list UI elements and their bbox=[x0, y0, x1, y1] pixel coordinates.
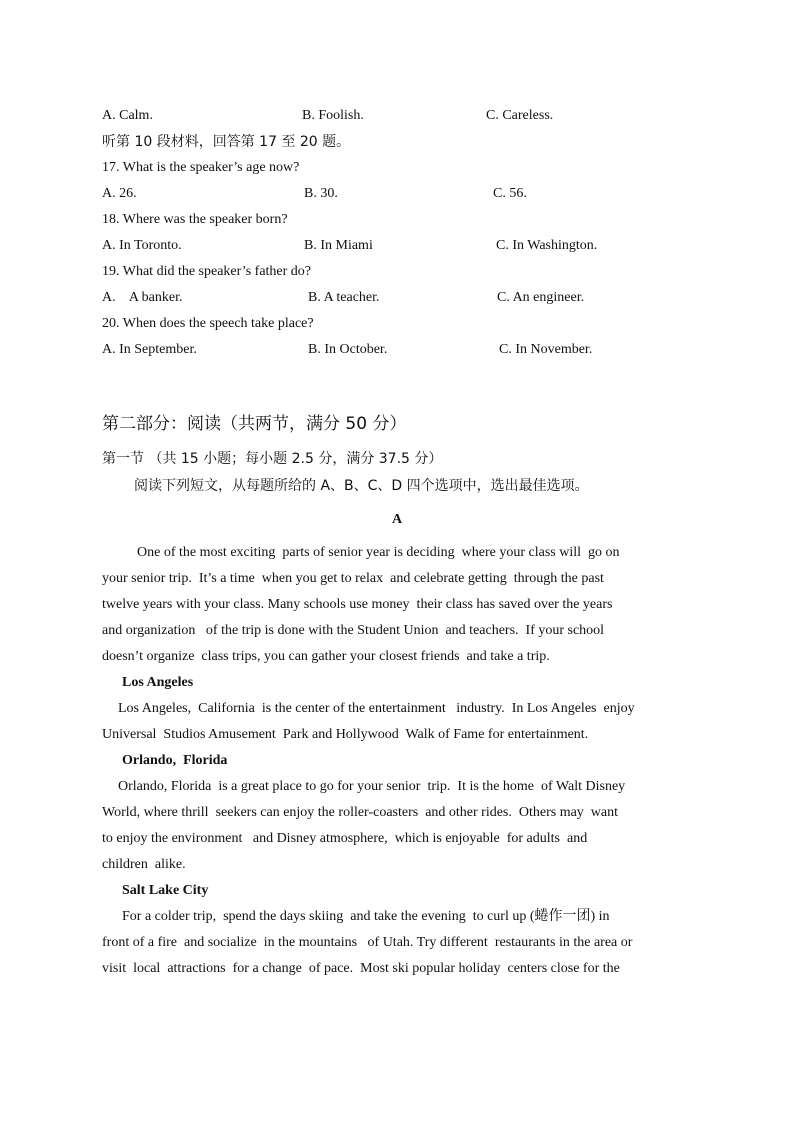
question-19-stem: 19. What did the speaker’s father do? bbox=[102, 264, 312, 279]
passage-line: World, where thrill seekers can enjoy the roller-coasters and other rides. Others may want bbox=[102, 805, 619, 820]
section1-heading: 第一节 （共 15 小题；每小题 2.5 分，满分 37.5 分） bbox=[102, 451, 443, 467]
q18-option-b: B. In Miami bbox=[304, 238, 373, 253]
passage-line: Universal Studios Amusement Park and Hollywood Walk of Fame for entertainment. bbox=[102, 727, 589, 742]
instruction: 阅读下列短文，从每题所给的 A、B、C、D 四个选项中，选出最佳选项。 bbox=[134, 478, 589, 494]
q16-option-a: A. Calm. bbox=[102, 108, 153, 123]
passage-line: and organization of the trip is done with the Student Union and teachers. If your school bbox=[102, 623, 605, 638]
q17-option-b: B. 30. bbox=[304, 186, 338, 201]
part2-title: 第二部分：阅读（共两节，满分 50 分） bbox=[102, 414, 407, 434]
q19-option-a: A. A banker. bbox=[102, 290, 183, 305]
q19-option-b: B. A teacher. bbox=[308, 290, 380, 305]
passage-line: children alike. bbox=[102, 857, 186, 872]
passage-line: front of a fire and socialize in the mountains of Utah. Try different restaurants in the area or bbox=[102, 935, 633, 950]
material-intro: 听第 10 段材料，回答第 17 至 20 题。 bbox=[102, 134, 351, 150]
passage-line: Los Angeles, California is the center of the entertainment industry. In Los Angeles enjoy bbox=[118, 701, 635, 716]
q18-option-c: C. In Washington. bbox=[496, 238, 598, 253]
q20-option-c: C. In November. bbox=[499, 342, 593, 357]
passage-line: doesn’t organize class trips, you can gather your closest friends and take a trip. bbox=[102, 649, 550, 664]
q16-option-b: B. Foolish. bbox=[302, 108, 364, 123]
passage-line: to enjoy the environment and Disney atmosphere, which is enjoyable for adults and bbox=[102, 831, 588, 846]
q18-option-a: A. In Toronto. bbox=[102, 238, 182, 253]
passage-line: visit local attractions for a change of pace. Most ski popular holiday centers close for the bbox=[102, 961, 620, 976]
heading-orlando: Orlando, Florida bbox=[122, 753, 228, 768]
q19-option-c: C. An engineer. bbox=[497, 290, 585, 305]
question-17-stem: 17. What is the speaker’s age now? bbox=[102, 160, 300, 175]
q17-option-c: C. 56. bbox=[493, 186, 527, 201]
passage-line: your senior trip. It’s a time when you get to relax and celebrate getting through the past bbox=[102, 571, 604, 586]
passage-line: One of the most exciting parts of senior year is deciding where your class will go on bbox=[137, 545, 620, 560]
passage-line: Orlando, Florida is a great place to go for your senior trip. It is the home of Walt Disney bbox=[118, 779, 626, 794]
question-18-stem: 18. Where was the speaker born? bbox=[102, 212, 288, 227]
q16-option-c: C. Careless. bbox=[486, 108, 554, 123]
passage-label: A bbox=[391, 512, 403, 527]
heading-salt-lake-city: Salt Lake City bbox=[122, 883, 209, 898]
passage-line: twelve years with your class. Many schools use money their class has saved over the years bbox=[102, 597, 613, 612]
q17-option-a: A. 26. bbox=[102, 186, 137, 201]
passage-line: For a colder trip, spend the days skiing and take the evening to curl up (蜷作一团) in bbox=[122, 909, 610, 924]
q20-option-a: A. In September. bbox=[102, 342, 197, 357]
heading-los-angeles: Los Angeles bbox=[122, 675, 194, 690]
q20-option-b: B. In October. bbox=[308, 342, 388, 357]
question-20-stem: 20. When does the speech take place? bbox=[102, 316, 314, 331]
